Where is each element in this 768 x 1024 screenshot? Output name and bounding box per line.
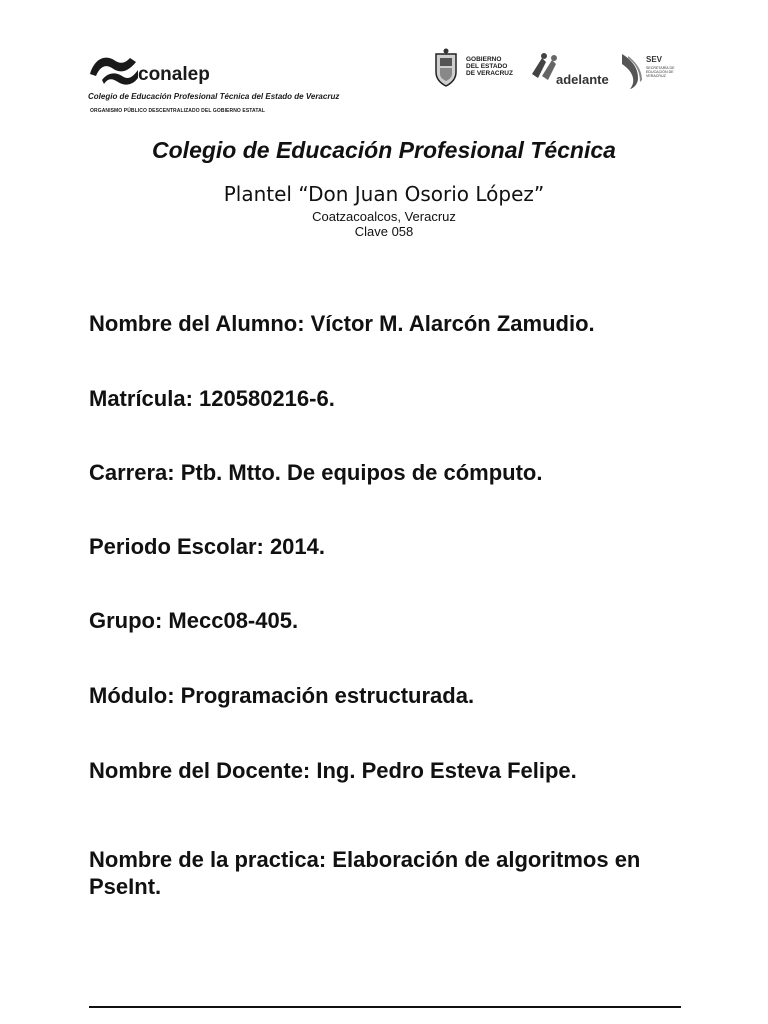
state-seal-icon [432,48,460,88]
field-module: Módulo: Programación estructurada. [89,683,475,708]
document-header [0,0,768,125]
field-practice-name: Nombre de la practica: Elaboración de algoritmos en PseInt. [89,847,641,899]
sev-mark-icon [618,52,646,90]
conalep-subtitle: Colegio de Educación Profesional Técnica del Estado de Veracruz [88,92,340,101]
conalep-logo [88,50,388,120]
field-teacher-name: Nombre del Docente: Ing. Pedro Esteva Felipe. [89,758,577,783]
gobierno-line-3: DE VERACRUZ [466,70,513,77]
city-line: Coatzacoalcos, Veracruz [312,209,456,224]
signature-line [89,1006,681,1008]
field-school-period: Periodo Escolar: 2014. [89,534,325,559]
college-title: Colegio de Educación Profesional Técnica [152,137,616,163]
clave-line: Clave 058 [354,224,414,239]
adelante-wordmark: adelante [556,72,609,87]
sev-subtitle: SECRETARÍA DE EDUCACIÓN DE VERACRUZ [646,66,675,78]
gobierno-line-2: DEL ESTADO [466,63,508,70]
sev-wordmark: SEV [646,55,663,64]
title-block [0,137,768,239]
adelante-logo [528,52,612,92]
conalep-tagline: ORGANISMO PÚBLICO DESCENTRALIZADO DEL GOBIERNO ESTATAL [90,108,266,114]
gobierno-text [466,56,513,77]
conalep-mark-icon [88,50,140,86]
field-enrollment: Matrícula: 120580216-6. [89,386,335,411]
sev-logo [618,52,688,92]
gobierno-veracruz-logo [432,48,532,92]
conalep-wordmark: conalep [138,64,210,85]
field-career: Carrera: Ptb. Mtto. De equipos de cómputo. [89,460,543,485]
plantel-name: Plantel “Don Juan Osorio López” [223,182,545,206]
gobierno-line-1: GOBIERNO [466,56,502,63]
field-group: Grupo: Mecc08-405. [89,608,299,633]
field-student-name: Nombre del Alumno: Víctor M. Alarcón Zamudio. [89,311,595,336]
